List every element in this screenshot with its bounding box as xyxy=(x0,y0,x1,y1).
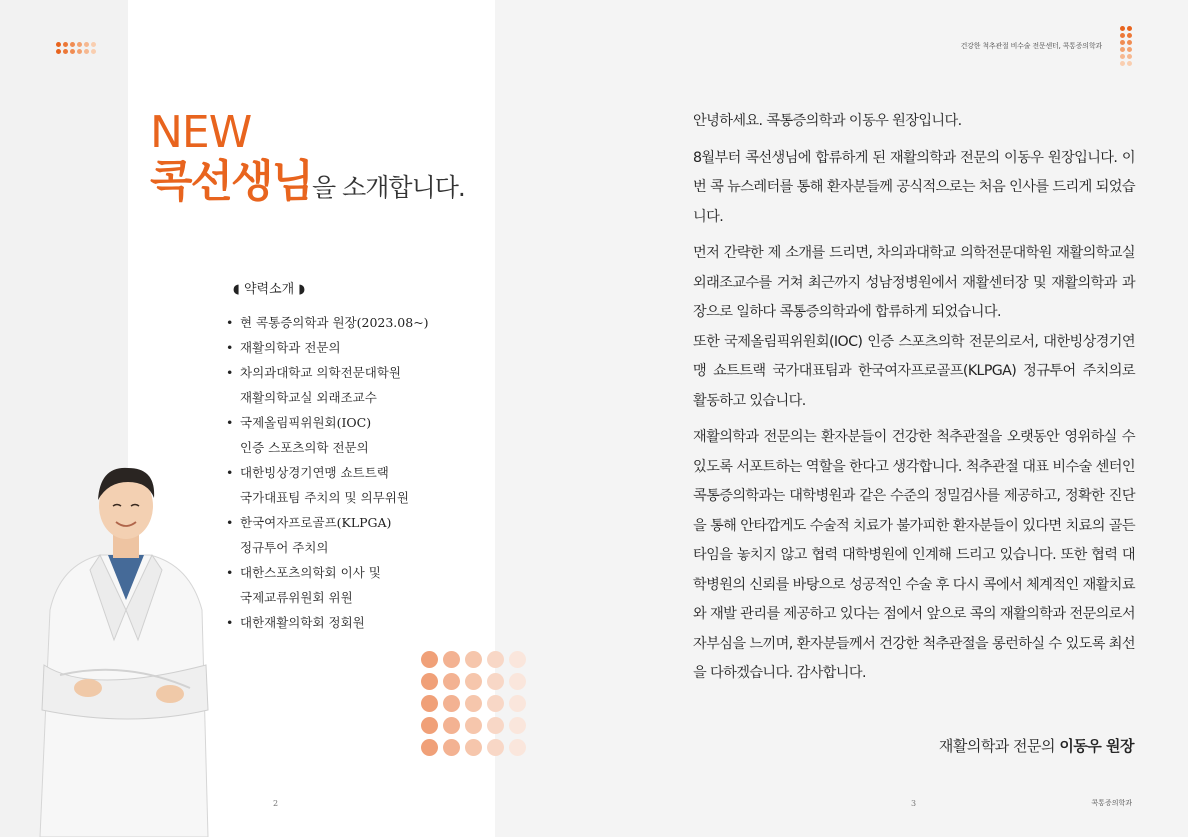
paragraph-intro: 8월부터 콕선생님에 합류하게 된 재활의학과 전문의 이동우 원장입니다. 이번 콕 뉴스레터를 통해 환자분들께 공식적으로는 처음 인사를 드리게 되었습니다. xyxy=(693,149,1135,225)
paragraph-sports: 또한 국제올림픽위원회(IOC) 인증 스포츠의학 전문의로서, 대한빙상경기연맹 쇼트트랙 국가대표팀과 한국여자프로골프(KLPGA) 정규투어 주치의로 활동하고 있습니다. xyxy=(693,333,1135,409)
bottom-dot-ornament xyxy=(421,651,526,756)
running-footer: 콕통증의학과 xyxy=(1091,799,1132,807)
title-sub: 을 소개합니다. xyxy=(312,173,465,202)
career-line: 대한스포츠의학회 이사 및 xyxy=(240,565,381,580)
career-item xyxy=(226,360,429,410)
career-line: 정규투어 주치의 xyxy=(240,540,329,555)
top-right-dot-ornament xyxy=(1120,26,1132,66)
bullet-icon: • xyxy=(226,465,234,480)
paragraph-background: 먼저 간략한 제 소개를 드리면, 차의과대학교 의학전문대학원 재활의학교실 외래조교수를 거쳐 최근까지 성남정병원에서 재활센터장 및 재활의학과 과장으로 일하다 콕통증의학과에 합류하게 되었습니다. xyxy=(693,245,1135,320)
paragraph-greeting: 안녕하세요. 콕통증의학과 이동우 원장입니다. xyxy=(693,113,962,129)
career-line: 국제올림픽위원회(IOC) xyxy=(240,415,372,430)
career-line: 국가대표팀 주치의 및 의무위원 xyxy=(240,490,409,505)
bullet-icon: • xyxy=(226,340,234,355)
career-item xyxy=(226,560,429,610)
career-line: 한국여자프로골프(KLPGA) xyxy=(240,515,392,530)
bullet-icon: • xyxy=(226,365,234,380)
title-main: 콕선생님 xyxy=(150,156,313,207)
career-line: 대한빙상경기연맹 쇼트트랙 xyxy=(240,465,389,480)
signature-title: 재활의학과 전문의 xyxy=(938,737,1060,755)
career-item xyxy=(226,510,429,560)
career-item xyxy=(226,335,429,360)
signature-name: 이동우 원장 xyxy=(1059,737,1134,755)
letter-body xyxy=(693,107,1135,696)
running-header: 건강한 척추관절 비수술 전문센터, 콕통증의학과 xyxy=(960,42,1102,50)
career-line: 재활의학교실 외래조교수 xyxy=(240,390,377,405)
bullet-icon: • xyxy=(226,565,234,580)
career-line: 인증 스포츠의학 전문의 xyxy=(240,440,369,455)
career-line: 국제교류위원회 위원 xyxy=(240,590,353,605)
title-line xyxy=(150,156,465,208)
career-heading: ◖ 약력소개 ◗ xyxy=(233,282,306,297)
career-line: 대한재활의학회 정회원 xyxy=(240,615,365,630)
bullet-icon: • xyxy=(226,415,234,430)
paragraph-role: 재활의학과 전문의는 환자분들이 건강한 척추관절을 오랫동안 영위하실 수 있도록 서포트하는 역할을 한다고 생각합니다. 척추관절 대표 비수술 센터인 콕통증의학과는 대학병원과 같은 수준의 정밀검사를 제공하고, 정확한 진단을 통해 안타깝게도 수술적 치료가 불가피한 환자분들이 있다면 치료의 골든타임을 놓치지 않고 협력 대학병원에 인계해 드리고 있습니다. 또한 협력 대학병원의 신뢰를 바탕으로 성공적인 수술 후 다시 콕에서 체계적인 재활치료와 재발 관리를 제공하고 있다는 점에서 앞으로 콕의 재활의학과 전문의로서 자부심을 느끼며, 환자분들께서 건강한 척추관절을 롱런하실 수 있도록 최선을 다하겠습니다. 감사합니다. xyxy=(693,429,1135,681)
career-item xyxy=(226,460,429,510)
top-left-dot-ornament xyxy=(56,42,96,54)
career-line: 차의과대학교 의학전문대학원 xyxy=(240,365,401,380)
career-line: 재활의학과 전문의 xyxy=(240,340,341,355)
left-page-number: 2 xyxy=(273,799,279,808)
career-item xyxy=(226,610,429,635)
career-list xyxy=(226,310,429,635)
career-line: 현 콕통증의학과 원장(2023.08~) xyxy=(240,315,429,330)
doctor-photo xyxy=(30,460,220,837)
bullet-icon: • xyxy=(226,615,234,630)
title-new: NEW xyxy=(150,107,252,158)
right-page-number: 3 xyxy=(911,799,917,808)
career-item xyxy=(226,410,429,460)
career-item xyxy=(226,310,429,335)
signature xyxy=(939,735,1134,756)
bullet-icon: • xyxy=(226,515,234,530)
bullet-icon: • xyxy=(226,315,234,330)
